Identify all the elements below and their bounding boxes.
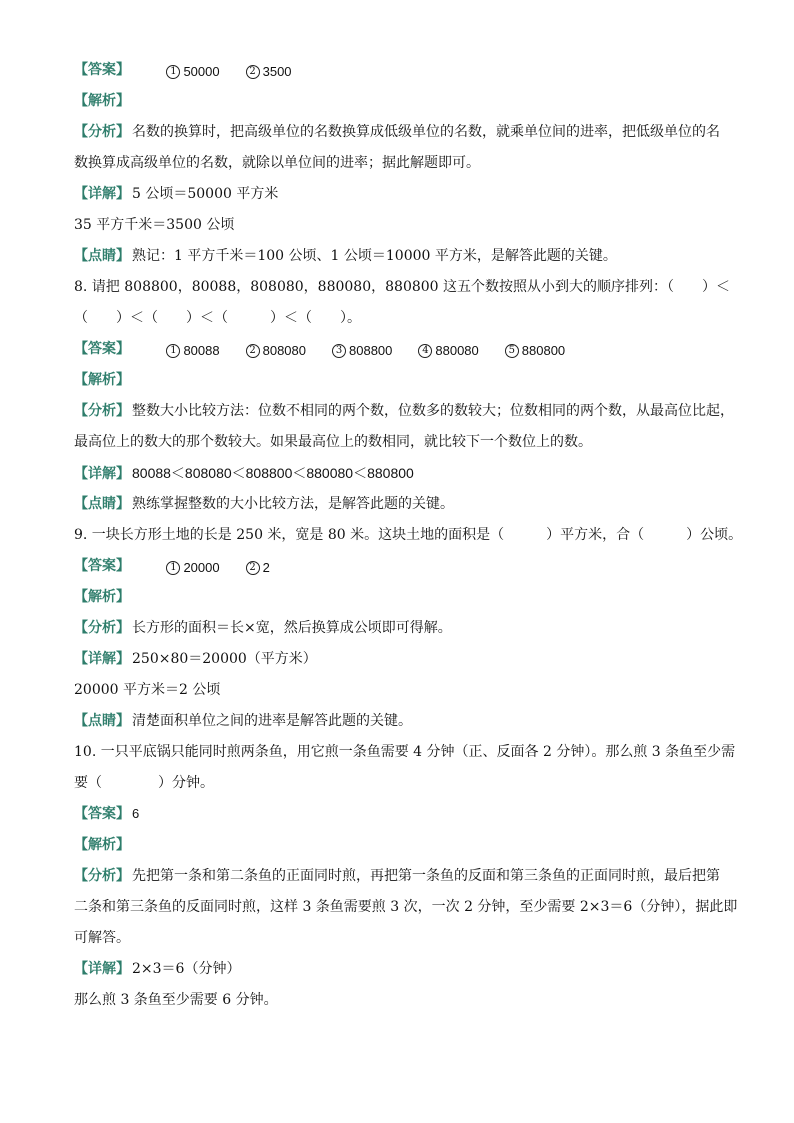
answer-tag: 【答案】 [74, 806, 130, 822]
answer-value: 6 [132, 806, 140, 821]
q8-xiangjie-line: 【详解】 80088＜808080＜808800＜880080＜880800 [74, 465, 414, 482]
circled-number-icon: 2 [246, 344, 260, 358]
q7-dianjing-line: 【点睛】 熟记：1 平方千米＝100 公顷、1 公顷＝10000 平方米，是解答此题的关键。 [74, 248, 617, 264]
q10-question-line2: 要（ ）分钟。 [74, 775, 214, 791]
q7-fenxi-line1: 【分析】 名数的换算时，把高级单位的名数换算成低级单位的名数，就乘单位间的进率，把低级单位的名 [74, 124, 720, 140]
q9-dianjing-line: 【点睛】 清楚面积单位之间的进率是解答此题的关键。 [74, 713, 412, 729]
answer-item: 2 2 [246, 558, 270, 578]
answer-item: 1 20000 [166, 558, 219, 578]
answer-tag: 【答案】 [74, 558, 130, 574]
q8-analysis-line: 【解析】 [74, 372, 130, 388]
answer-item: 1 50000 [166, 62, 219, 82]
circled-number-icon: 2 [246, 65, 260, 79]
q8-question-line2: （ ）＜（ ）＜（ ）＜（ ）。 [74, 310, 361, 326]
q8-answer-line [74, 339, 724, 359]
answer-item: 3 808800 [332, 341, 392, 361]
q10-fenxi-line2: 二条和第三条鱼的反面同时煎，这样 3 条鱼需要煎 3 次，一次 2 分钟，至少需要 2×3＝6（分钟），据此即 [74, 899, 738, 915]
q10-xiangjie-line1: 【详解】 2×3＝6（分钟） [74, 961, 241, 977]
q8-dianjing-line: 【点睛】 熟练掌握整数的大小比较方法，是解答此题的关键。 [74, 496, 454, 512]
circled-number-icon: 2 [246, 561, 260, 575]
answer-item: 5 880800 [505, 341, 565, 361]
answer-item: 2 3500 [246, 62, 292, 82]
q7-fenxi-line2: 数换算成高级单位的名数，就除以单位间的进率；据此解题即可。 [74, 155, 480, 171]
circled-number-icon: 5 [505, 344, 519, 358]
q10-fenxi-line3: 可解答。 [74, 930, 130, 946]
q10-fenxi-line1: 【分析】 先把第一条和第二条鱼的正面同时煎，再把第一条鱼的反面和第三条鱼的正面同时煎，最后把第 [74, 868, 720, 884]
q9-answer-line [74, 556, 724, 576]
q9-xiangjie-line1: 【详解】 250×80＝20000（平方米） [74, 651, 317, 667]
q10-answer-line [74, 804, 724, 824]
circled-number-icon: 1 [166, 65, 180, 79]
q8-fenxi-line1: 【分析】 整数大小比较方法：位数不相同的两个数，位数多的数较大；位数相同的两个数，从最高位比起， [74, 403, 734, 419]
circled-number-icon: 4 [418, 344, 432, 358]
answer-item: 2 808080 [246, 341, 306, 361]
q10-analysis-line: 【解析】 [74, 837, 130, 853]
answer-list [136, 341, 565, 361]
circled-number-icon: 1 [166, 561, 180, 575]
q7-analysis-line: 【解析】 [74, 93, 130, 109]
q8-fenxi-line2: 最高位上的数大的那个数较大。如果最高位上的数相同，就比较下一个数位上的数。 [74, 434, 592, 450]
answer-list [136, 62, 291, 82]
q10-question-line1: 10. 一只平底锅只能同时煎两条鱼，用它煎一条鱼需要 4 分钟（正、反面各 2 分钟）。那么煎 3 条鱼至少需 [74, 744, 736, 760]
document-page [74, 60, 743, 1021]
q8-question-line1: 8. 请把 808800，80088，808080，880080，880800 这五个数按照从小到大的顺序排列：（ ）＜ [74, 279, 731, 295]
answer-item: 1 80088 [166, 341, 219, 361]
circled-number-icon: 3 [332, 344, 346, 358]
q7-answer-line [74, 60, 724, 80]
q10-xiangjie-line2: 那么煎 3 条鱼至少需要 6 分钟。 [74, 992, 278, 1008]
answer-item: 4 880080 [418, 341, 478, 361]
q9-fenxi-line: 【分析】 长方形的面积＝长×宽，然后换算成公顷即可得解。 [74, 620, 452, 636]
answer-list [136, 558, 269, 578]
q9-question-line: 9. 一块长方形土地的长是 250 米，宽是 80 米。这块土地的面积是（ ）平方米，合（ ）公顷。 [74, 527, 743, 543]
circled-number-icon: 1 [166, 344, 180, 358]
q9-analysis-line: 【解析】 [74, 589, 130, 605]
answer-tag: 【答案】 [74, 62, 130, 78]
answer-tag: 【答案】 [74, 341, 130, 357]
q9-xiangjie-line2: 20000 平方米＝2 公顷 [74, 682, 221, 698]
q7-xiangjie-line2: 35 平方千米＝3500 公顷 [74, 217, 235, 233]
q7-xiangjie-line1: 【详解】 5 公顷＝50000 平方米 [74, 186, 279, 202]
